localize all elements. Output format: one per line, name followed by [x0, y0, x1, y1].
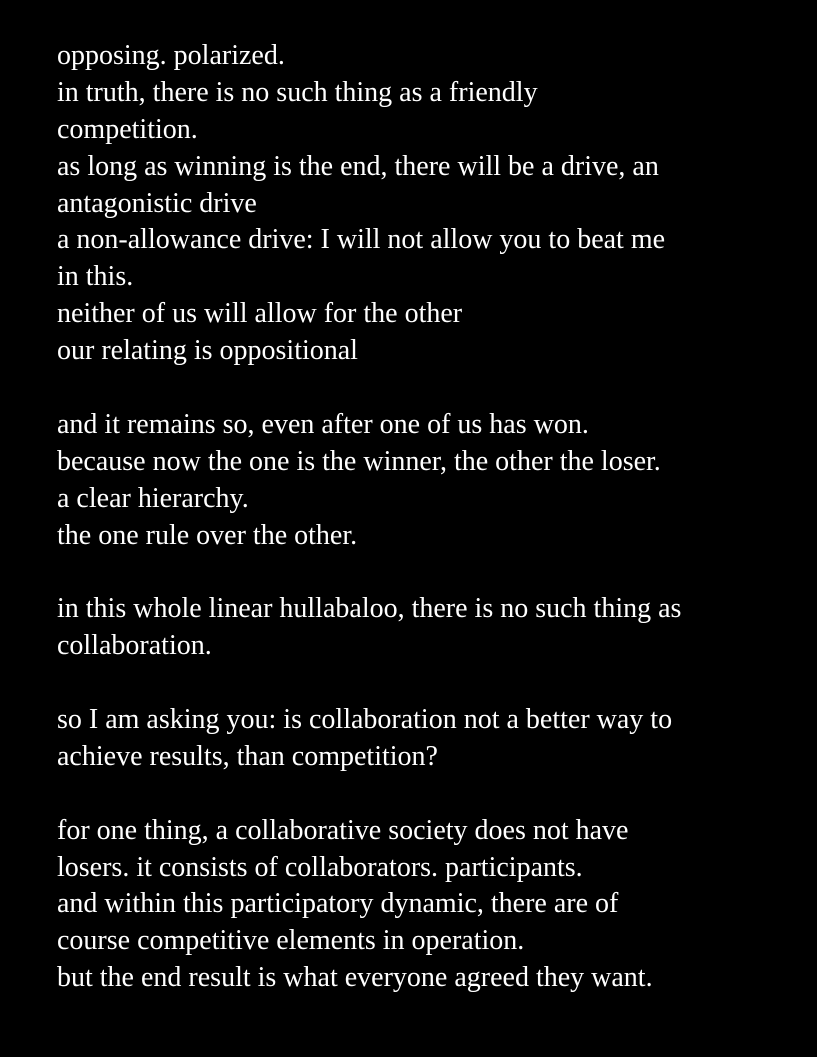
text-line: because now the one is the winner, the other the loser.	[57, 445, 661, 477]
text-line: our relating is oppositional	[57, 335, 358, 367]
text-line: antagonistic drive	[57, 187, 257, 219]
text-line: opposing. polarized.	[57, 40, 285, 71]
text-line: collaboration.	[57, 630, 212, 662]
blank-line	[57, 665, 797, 702]
text-line: in truth, there is no such thing as a friendly	[57, 76, 538, 108]
text-line: and it remains so, even after one of us has won.	[57, 408, 589, 440]
blank-line	[57, 370, 797, 407]
text-line: but the end result is what everyone agreed they want.	[57, 962, 653, 994]
text-line: so I am asking you: is collaboration not a better way to	[57, 704, 673, 736]
text-line: achieve results, than competition?	[57, 740, 438, 772]
blank-line	[57, 776, 797, 813]
text-line: a clear hierarchy.	[57, 482, 249, 514]
text-line: neither of us will allow for the other	[57, 298, 463, 330]
text-line: competition.	[57, 113, 198, 145]
text-line: in this.	[57, 261, 134, 293]
text-line: as long as winning is the end, there will be a drive, an	[57, 150, 659, 182]
text-line: and within this participatory dynamic, there are of	[57, 888, 619, 920]
text-line: in this whole linear hullabaloo, there is no such thing as	[57, 593, 682, 625]
text-line: the one rule over the other.	[57, 519, 358, 551]
blank-line	[57, 554, 797, 591]
text-line: losers. it consists of collaborators. participants.	[57, 851, 583, 883]
text-line: for one thing, a collaborative society does not have	[57, 814, 629, 846]
text-line: a non-allowance drive: I will not allow you to beat me	[57, 224, 666, 256]
text-line: course competitive elements in operation.	[57, 925, 525, 957]
